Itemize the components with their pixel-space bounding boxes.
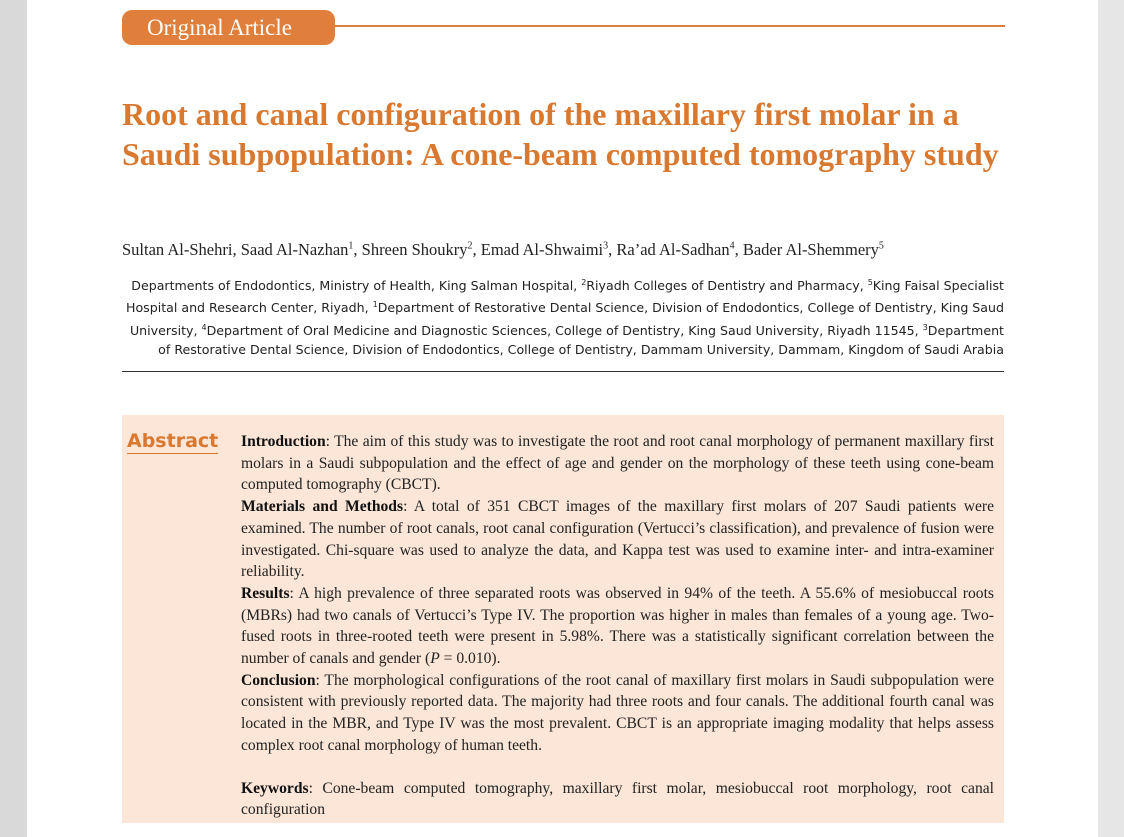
article-title: Root and canal configuration of the maxillary first molar in a Saudi subpopulation: A cone-beam computed tomography study xyxy=(122,96,999,172)
section-heading: Results xyxy=(241,584,290,602)
affiliation: Riyadh Colleges of Dentistry and Pharmacy, xyxy=(586,278,868,294)
author-affiliation-mark: 2 xyxy=(467,240,473,252)
section-text: = 0.010). xyxy=(439,650,501,668)
affiliation: Departments of Endodontics, Ministry of Health, King Salman Hospital, xyxy=(131,278,582,294)
affiliations xyxy=(122,273,1004,360)
section-text: : A high prevalence of three separated roots was observed in 94% of the teeth. A 55.6% of mesiobuccal roots (MBRs) had two canals of Vertucci’s Type IV. The proportion was higher in males than females of a young age. Two-fused roots in three-rooted teeth were present in 5.98%. There was a statistically significant correlation between the number of canals and gender ( xyxy=(241,584,994,668)
affiliation: Department of Restorative Dental Science, Division of Endodontics, College of Dentistry, King Saud University, xyxy=(129,300,1004,339)
article-page xyxy=(27,0,1098,837)
section-text: : A total of 351 CBCT images of the maxillary first molars of 207 Saudi patients were examined. The number of root canals, root canal configuration (Vertucci’s classification), and prevalence of fusion were investigated. Chi-square was used to analyze the data, and Kappa test was used to examine inter- and intra-examiner reliability. xyxy=(241,498,995,581)
author: Emad Al-Shwaimi xyxy=(480,240,604,259)
affiliation-mark: 5 xyxy=(867,278,873,287)
author-affiliation-mark: 3 xyxy=(603,240,609,252)
affiliation-mark: 4 xyxy=(201,322,207,332)
p-value-symbol: P xyxy=(430,650,440,668)
author: Ra’ad Al-Sadhan xyxy=(616,240,730,259)
article-type-badge: Original Article xyxy=(122,10,335,45)
abstract-introduction xyxy=(241,431,994,496)
affiliation: King Faisal Specialist Hospital and Research Center, Riyadh, xyxy=(125,278,1004,316)
affiliation-mark: 3 xyxy=(922,322,928,332)
author-affiliation-mark: 4 xyxy=(729,240,735,252)
abstract-keywords xyxy=(241,778,994,821)
abstract-heading: Abstract xyxy=(127,430,219,452)
header-divider xyxy=(122,371,1004,372)
abstract-methods xyxy=(241,496,994,583)
section-text: : Cone-beam computed tomography, maxillary first molar, mesiobuccal root morphology, root canal configuration xyxy=(241,779,994,819)
author-list: Sultan Al-Shehri, Saad Al-Nazhan$^1$, Shreen Shoukry$^2$, Emad Al-Shwaimi$^3$, Ra’ad Al-Sadhan$^4$, Bader Al-Shemmery$^5$ xyxy=(122,240,884,259)
section-heading: Introduction xyxy=(241,433,326,450)
section-heading: Conclusion xyxy=(241,671,316,689)
author: Sultan Al-Shehri xyxy=(122,240,233,259)
abstract-conclusion xyxy=(241,670,994,757)
author-affiliation-mark: 5 xyxy=(878,240,884,252)
section-heading: Materials and Methods xyxy=(241,498,404,516)
abstract-results xyxy=(241,583,994,670)
section-text: : The morphological configurations of the root canal of maxillary first molars in Saudi subpopulation were consistent with previously reported data. The majority had three roots and four canals. The additional fourth canal was located in the MBR, and Type IV was the most prevalent. CBCT is an appropriate imaging modality that helps assess complex root canal morphology of human teeth. xyxy=(241,671,994,754)
section-text: : The aim of this study was to investigate the root and root canal morphology of permanent maxillary first molars in a Saudi subpopulation and the effect of age and gender on the morphology of these teeth using cone-beam computed tomography (CBCT). xyxy=(241,433,994,494)
author: Saad Al-Nazhan xyxy=(240,240,349,259)
affiliation-mark: 2 xyxy=(581,278,587,287)
page-gutter xyxy=(1098,0,1124,837)
abstract-box xyxy=(122,415,1004,823)
author: Bader Al-Shemmery xyxy=(742,240,879,259)
section-heading: Keywords xyxy=(241,779,309,797)
abstract-body xyxy=(241,431,994,821)
affiliation-mark: 1 xyxy=(372,300,378,310)
author: Shreen Shoukry xyxy=(361,240,468,259)
affiliation: Department of Restorative Dental Science, Division of Endodontics, College of Dentistry, Dammam University, Dammam, Kingdom of Saudi Arabia xyxy=(158,323,1004,358)
author-affiliation-mark: 1 xyxy=(348,240,354,252)
badge-divider-line xyxy=(327,25,1005,27)
affiliation: Department of Oral Medicine and Diagnostic Sciences, College of Dentistry, King Saud University, Riyadh 11545, xyxy=(206,323,923,339)
